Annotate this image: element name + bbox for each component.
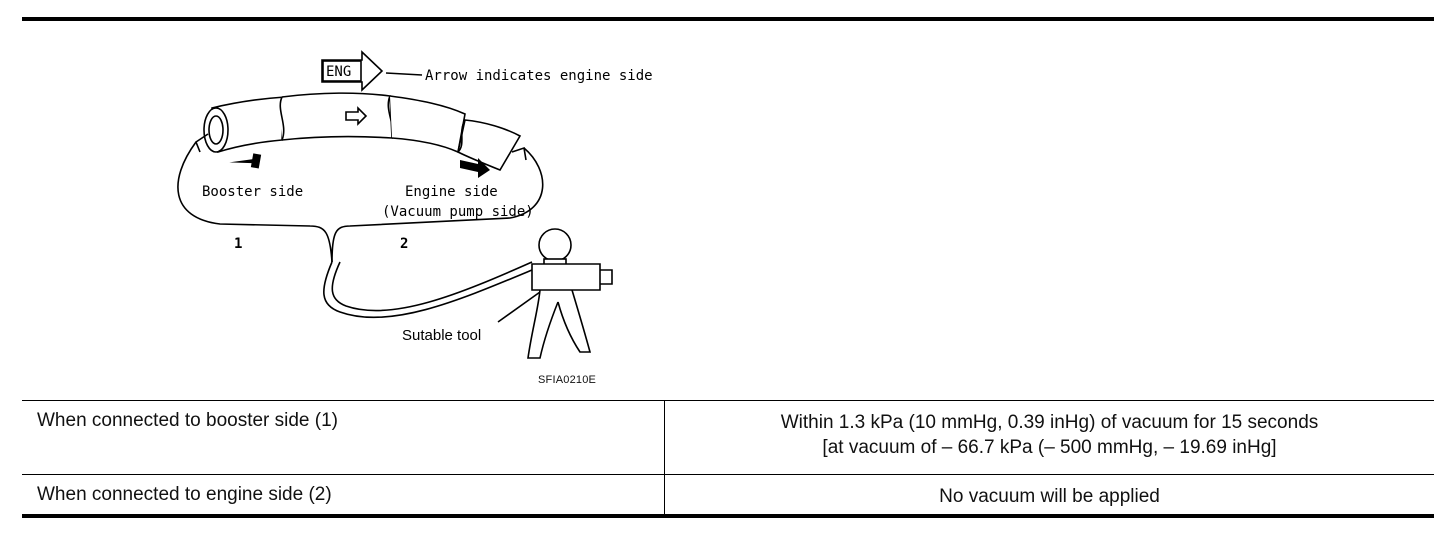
arrow-note-label: Arrow indicates engine side [425, 68, 653, 84]
hose-number-1: 1 [234, 236, 243, 252]
result-cell [665, 401, 1434, 474]
engine-side-sublabel: (Vacuum pump side) [382, 204, 534, 220]
eng-box-label: ENG [326, 64, 352, 80]
illustration-svg [160, 40, 680, 380]
spec-table [22, 400, 1434, 514]
vacuum-hose-check-illustration [160, 40, 680, 400]
condition-cell: When connected to engine side (2) [22, 475, 665, 514]
tool-label: Sutable tool [402, 327, 482, 344]
booster-side-label: Booster side [202, 184, 304, 200]
top-rule [22, 17, 1434, 21]
result-line: Within 1.3 kPa (10 mmHg, 0.39 inHg) of vacuum for 15 seconds [780, 412, 1319, 433]
bottom-rule [22, 514, 1434, 518]
table-row [22, 474, 1434, 514]
result-line: [at vacuum of – 66.7 kPa (– 500 mmHg, – 19.69 inHg] [822, 437, 1277, 458]
figure-id: SFIA0210E [538, 374, 597, 386]
result-line: No vacuum will be applied [939, 486, 1160, 507]
engine-side-label: Engine side [405, 184, 498, 200]
result-cell [665, 475, 1434, 514]
condition-cell: When connected to booster side (1) [22, 401, 665, 474]
table-row [22, 400, 1434, 474]
hose-number-2: 2 [400, 236, 409, 252]
